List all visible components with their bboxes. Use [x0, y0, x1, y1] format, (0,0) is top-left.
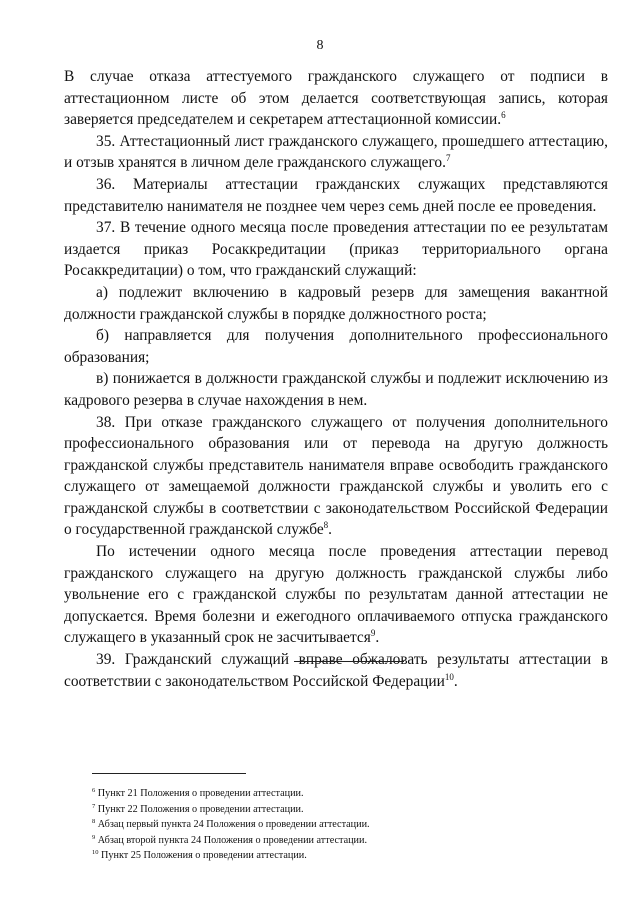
footnote-ref-6: 6: [501, 110, 506, 121]
footnote-8: $^8$ Абзац первый пункта 24 Положения о проведении аттестации.: [92, 818, 370, 831]
footnote-10: $^{10}$ Пункт 25 Положения о проведении аттестации.: [92, 849, 307, 862]
paragraph-38-second: По истечении одного месяца после проведения аттестации перевод гражданского служащего на другую должность гражданской службы либо увольнение его с гражданской службы по результатам данной аттестации не допускается. Время болезни и ежегодного оплачиваемого отпуска гражданского служащего в указанный срок не засчитывается$^9$.: [64, 543, 608, 647]
paragraph-39: 39. Гражданский служащий вправе обжаловать результаты аттестации в соответствии с законодательством Российской Федерации$^{10}$.: [64, 651, 608, 690]
end-separator-line: [294, 661, 404, 662]
footnote-ref-10: 10: [444, 671, 454, 682]
footnote-rule: [92, 773, 246, 774]
footnote-6: $^6$ Пункт 21 Положения о проведении аттестации.: [92, 787, 304, 799]
footnote-9: $^9$ Абзац второй пункта 24 Положения о проведении аттестации.: [92, 833, 367, 846]
footnote-ref-7: 7: [445, 153, 451, 164]
page-number: 8: [316, 38, 324, 53]
paragraph-signature-refusal: В случае отказа аттестуемого гражданского служащего от подписи в аттестационном листе об этом делается соответствующая запись, которая заверяется председателем и секретарем аттестационной комиссии.$^6$: [64, 68, 608, 129]
paragraph-37-a: а) подлежит включению в кадровый резерв для замещения вакантной должности гражданской службы в порядке должностного роста;: [64, 283, 608, 323]
paragraph-37-v: в) понижается в должности гражданской службы и подлежит исключению из кадрового резерва в случае нахождения в нем.: [64, 370, 608, 409]
paragraph-35: 35. Аттестационный лист гражданского служащего, прошедшего аттестацию, и отзыв хранятся в личном деле гражданского служащего.$^7$: [64, 132, 608, 172]
footnote-ref-9: 9: [370, 628, 376, 639]
paragraph-36: 36. Материалы аттестации гражданских служащих представляются представителю нанимателя не позднее чем через семь дней после ее проведения.: [64, 175, 608, 215]
document-body: [64, 66, 608, 692]
paragraph-37-b: б) направляется для получения дополнительного профессионального образования;: [64, 327, 608, 366]
paragraph-37: 37. В течение одного месяца после проведения аттестации по ее результатам издается приказ Росаккредитации (приказ территориального органа Росаккредитации) о том, что гражданский служащий:: [64, 219, 608, 280]
footnote-7: $^7$ Пункт 22 Положения о проведении аттестации.: [92, 802, 304, 815]
footnotes: [92, 786, 592, 864]
footnote-ref-8: 8: [323, 520, 329, 531]
paragraph-38: 38. При отказе гражданского служащего от получения дополнительного профессионального образования или от перевода на другую должность гражданской службы представитель нанимателя вправе освободить гражданского служащего от замещаемой должности гражданской службы и уволить его с гражданской службы в соответствии с законодательством Российской Федерации о государственной гражданской службе$^8$.: [64, 413, 608, 539]
